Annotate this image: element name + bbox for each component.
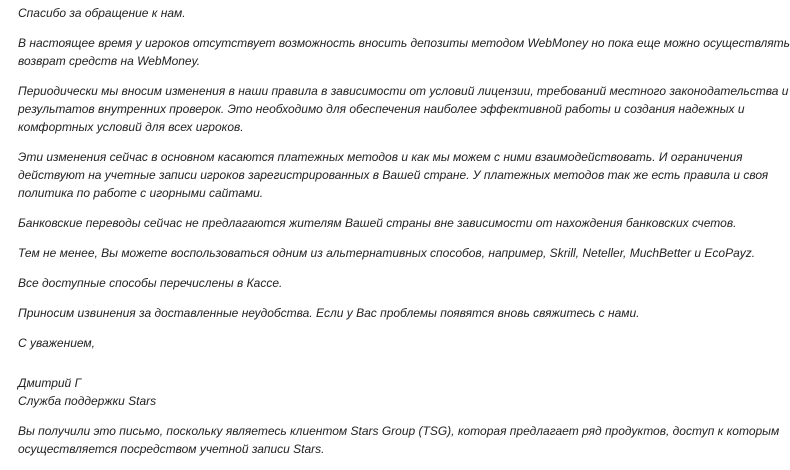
paragraph-line: политика по работе с игорными сайтами.	[18, 186, 264, 200]
paragraph-line: Все доступные способы перечислены в Кассе.	[18, 276, 283, 290]
paragraph-payment-methods	[18, 148, 769, 202]
paragraph-line: Эти изменения сейчас в основном касаются платежных методов и как мы можем с ними взаимодействовать. И ограничения	[18, 150, 743, 164]
footer-line: осуществляется посредством учетной записи Stars.	[18, 442, 325, 456]
footer-notice	[18, 422, 780, 458]
signature-name: Дмитрий Г	[18, 376, 82, 390]
paragraph-webmoney	[18, 34, 790, 70]
paragraph-rules-changes	[18, 82, 789, 136]
paragraph-line: Периодически мы вносим изменения в наши правила в зависимости от условий лицензии, требований местного законодательства и	[18, 84, 789, 98]
paragraph-line: результатов внутренних проверок. Это необходимо для обеспечения наиболее эффективной работы и создания надежных и	[18, 102, 745, 116]
signature	[18, 374, 690, 410]
signature-team: Служба поддержки Stars	[18, 394, 157, 408]
paragraph-bank-transfers	[18, 214, 737, 232]
greeting	[18, 4, 690, 22]
footer-line: Вы получили это письмо, поскольку являетесь клиентом Stars Group (TSG), которая предлагает ряд продуктов, доступ к которым	[18, 424, 780, 438]
closing	[18, 334, 690, 352]
paragraph-line: Приносим извинения за доставленные неудобства. Если у Вас проблемы появятся вновь свяжитесь с нами.	[18, 306, 640, 320]
paragraph-line: действуют на учетные записи игроков зарегистрированных в Вашей стране. У платежных методов так же есть правила и своя	[18, 168, 769, 182]
paragraph-line: Банковские переводы сейчас не предлагаются жителям Вашей страны вне зависимости от нахождения банковских счетов.	[18, 216, 737, 230]
paragraph-apology	[18, 304, 690, 322]
greeting-text: Спасибо за обращение к нам.	[18, 6, 186, 20]
paragraph-cashier	[18, 274, 690, 292]
paragraph-line: комфортных условий для всех игроков.	[18, 120, 244, 134]
email-body	[18, 4, 790, 470]
closing-text: С уважением,	[18, 336, 95, 350]
paragraph-line: Тем не менее, Вы можете воспользоваться одним из альтернативных способов, например, Skrill, Neteller, MuchBetter и EcoPayz.	[18, 246, 756, 260]
paragraph-alternatives	[18, 244, 756, 262]
paragraph-line: возврат средств на WebMoney.	[18, 54, 201, 68]
paragraph-line: В настоящее время у игроков отсутствует возможность вносить депозиты методом WebMoney но пока еще можно осуществлять	[18, 36, 790, 50]
